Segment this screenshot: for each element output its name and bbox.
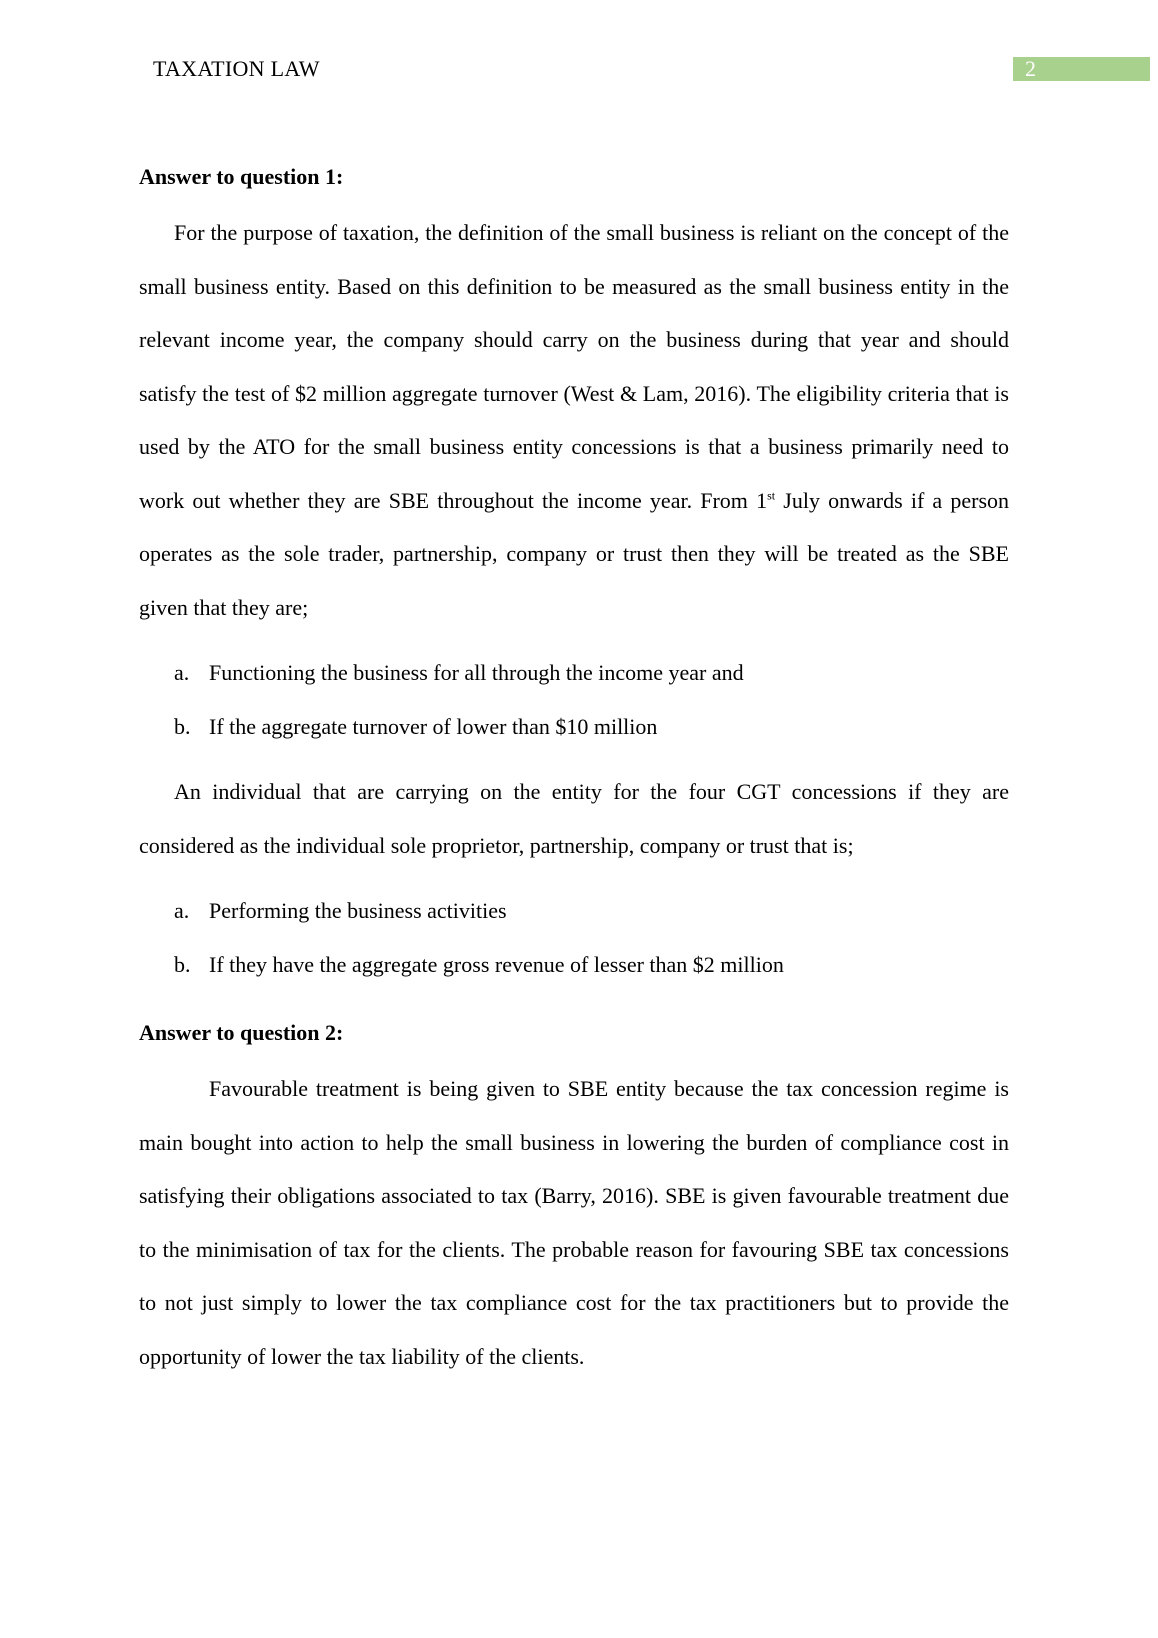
criteria-list <box>139 646 1009 753</box>
spacer <box>139 753 1009 765</box>
list-item-text: If the aggregate turnover of lower than $10 million <box>209 713 658 739</box>
list-item <box>139 700 1009 754</box>
answer-section-2 <box>139 1016 1009 1383</box>
list-marker: a. <box>174 660 190 685</box>
ordinal-number: 1 <box>756 487 768 513</box>
spacer <box>139 194 1009 206</box>
spacer <box>139 634 1009 646</box>
list-item-text: If they have the aggregate gross revenue of lesser than $2 million <box>209 951 784 977</box>
list-item-text: Performing the business activities <box>209 898 507 923</box>
section-heading: Answer to question 2: <box>139 1020 344 1045</box>
list-marker: b. <box>174 713 191 739</box>
spacer <box>139 872 1009 884</box>
list-item <box>139 938 1009 992</box>
answer-section-1 <box>139 160 1009 991</box>
running-header-title: TAXATION LAW <box>153 56 320 81</box>
spacer <box>139 1050 1009 1062</box>
body-paragraph <box>139 206 1009 634</box>
criteria-list <box>139 884 1009 991</box>
list-marker: a. <box>174 898 190 923</box>
ordinal-suffix: st <box>767 488 776 503</box>
page-number-badge <box>1013 57 1150 81</box>
section-heading: Answer to question 1: <box>139 164 344 189</box>
spacer <box>139 991 1009 1016</box>
paragraph-text-continued: July onwards if a person operates as the sole trader, partnership, company or trust then they will be treated as the SBE given that they are; <box>139 487 1010 620</box>
list-item <box>139 646 1009 700</box>
body-paragraph: An individual that are carrying on the entity for the four CGT concessions if they are considered as the individual sole proprietor, partnership, company or trust that is; <box>139 779 1009 858</box>
list-marker: b. <box>174 951 191 977</box>
body-paragraph: Favourable treatment is being given to SBE entity because the tax concession regime is main bought into action to help the small business in lowering the burden of compliance cost in satisfying their obligations associated to tax (Barry, 2016). SBE is given favourable treatment due to the minimisation of tax for the clients. The probable reason for favouring SBE tax concessions to not just simply to lower the tax compliance cost for the tax practitioners but to provide the opportunity of lower the tax liability of the clients. <box>139 1076 1009 1369</box>
list-item <box>139 884 1009 938</box>
document-body <box>139 160 1009 1383</box>
paragraph-text: For the purpose of taxation, the definition of the small business is reliant on the concept of the small business entity. Based on this definition to be measured as the small business entity in the relevant income year, the company should carry on the business during that year and should satisfy the test of $2 million aggregate turnover (West & Lam, 2016). The eligibility criteria that is used by the ATO for the small business entity concessions is that a business primarily need to work out whether they are SBE throughout the income year. From <box>139 220 1009 513</box>
page-number: 2 <box>1025 56 1036 81</box>
list-item-text: Functioning the business for all through the income year and <box>209 660 744 685</box>
